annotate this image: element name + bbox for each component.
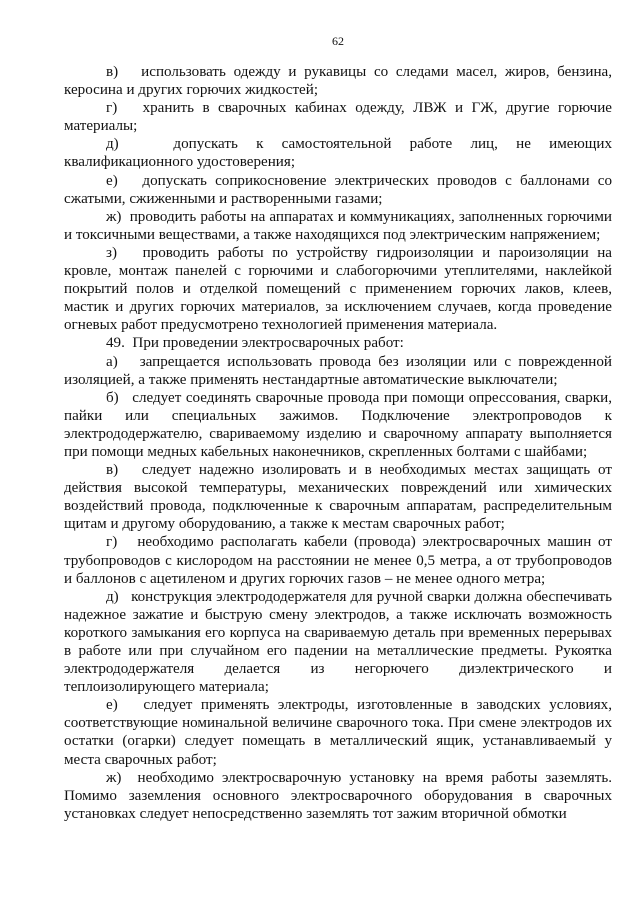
paragraph-clause-zh-grounding: ж) необходимо электросварочную установку на время работы заземлять. Помимо заземления основного электросварочного оборудования в сварочных установках следует непосредственно заземлять тот зажим вторичной обмотки <box>64 769 612 822</box>
paragraph-clause-d-admission: д) допускать к самостоятельной работе лиц, не имеющих квалификационного удостоверения; <box>64 136 612 171</box>
paragraph-clause-a-wires: а) запрещается использовать провода без изоляции или с поврежденной изоляцией, а также применять нестандартные автоматические выключатели; <box>64 353 612 388</box>
document-body <box>64 63 612 823</box>
paragraph-clause-v-clothing: в) использовать одежду и рукавицы со следами масел, жиров, бензина, керосина и других горючих жидкостей; <box>64 64 612 99</box>
paragraph-clause-v-isolation: в) следует надежно изолировать и в необходимых местах защищать от действия высокой температуры, механических повреждений или химических воздействий провода, подключенные к сварочным аппаратам, распределительным щитам и другому оборудованию, а также к местам сварочных работ; <box>64 462 612 533</box>
paragraph-clause-g-storage: г) хранить в сварочных кабинах одежду, ЛВЖ и ГЖ, другие горючие материалы; <box>64 100 612 135</box>
paragraph-clause-b-connection: б) следует соединять сварочные провода при помощи опрессования, сварки, пайки или специальных зажимов. Подключение электропроводов к электрододержателю, свариваемому изделию и сварочному аппарату выполняется при помощи медных кабельных наконечников, скрепленных болтами с шайбами; <box>64 389 612 460</box>
page-number: 62 <box>332 34 344 48</box>
paragraph-clause-d-holder: д) конструкция электрододержателя для ручной сварки должна обеспечивать надежное зажатие и быструю смену электродов, а также исключать возможность короткого замыкания его корпуса на свариваемую деталь при временных перерывах в работе или при случайном его падении на металлические предметы. Рукоятка электрододержателя делается из негорючего диэлектрического и теплоизолирующего материала; <box>64 588 612 696</box>
paragraph-clause-zh-apparatus: ж) проводить работы на аппаратах и коммуникациях, заполненных горючими и токсичными веществами, а также находящихся под электрическим напряжением; <box>64 208 612 243</box>
paragraph-clause-e-electrodes: е) следует применять электроды, изготовленные в заводских условиях, соответствующие номинальной величине сварочного тока. При смене электродов их остатки (огарки) следует помещать в металлический ящик, устанавливаемый у места сварочных работ; <box>64 697 612 768</box>
paragraph-clause-e-contact: е) допускать соприкосновение электрических проводов с баллонами со сжатыми, сжиженными и растворенными газами; <box>64 172 612 207</box>
paragraph-clause-z-insulation: з) проводить работы по устройству гидроизоляции и пароизоляции на кровле, монтаж панелей с горючими и слабогорючими утеплителями, наклейкой покрытий полов и отделкой помещений с применением горючих лаков, клеев, мастик и других горючих материалов, за исключением случаев, когда проведение огневых работ предусмотрено технологией применения материала. <box>64 244 612 334</box>
paragraph-clause-g-cables: г) необходимо располагать кабели (провода) электросварочных машин от трубопроводов с кислородом на расстоянии не менее 0,5 метра, а от трубопроводов и баллонов с ацетиленом и других горючих газов – не менее одного метра; <box>64 534 612 587</box>
paragraph-section-49: 49. При проведении электросварочных работ: <box>106 335 404 352</box>
